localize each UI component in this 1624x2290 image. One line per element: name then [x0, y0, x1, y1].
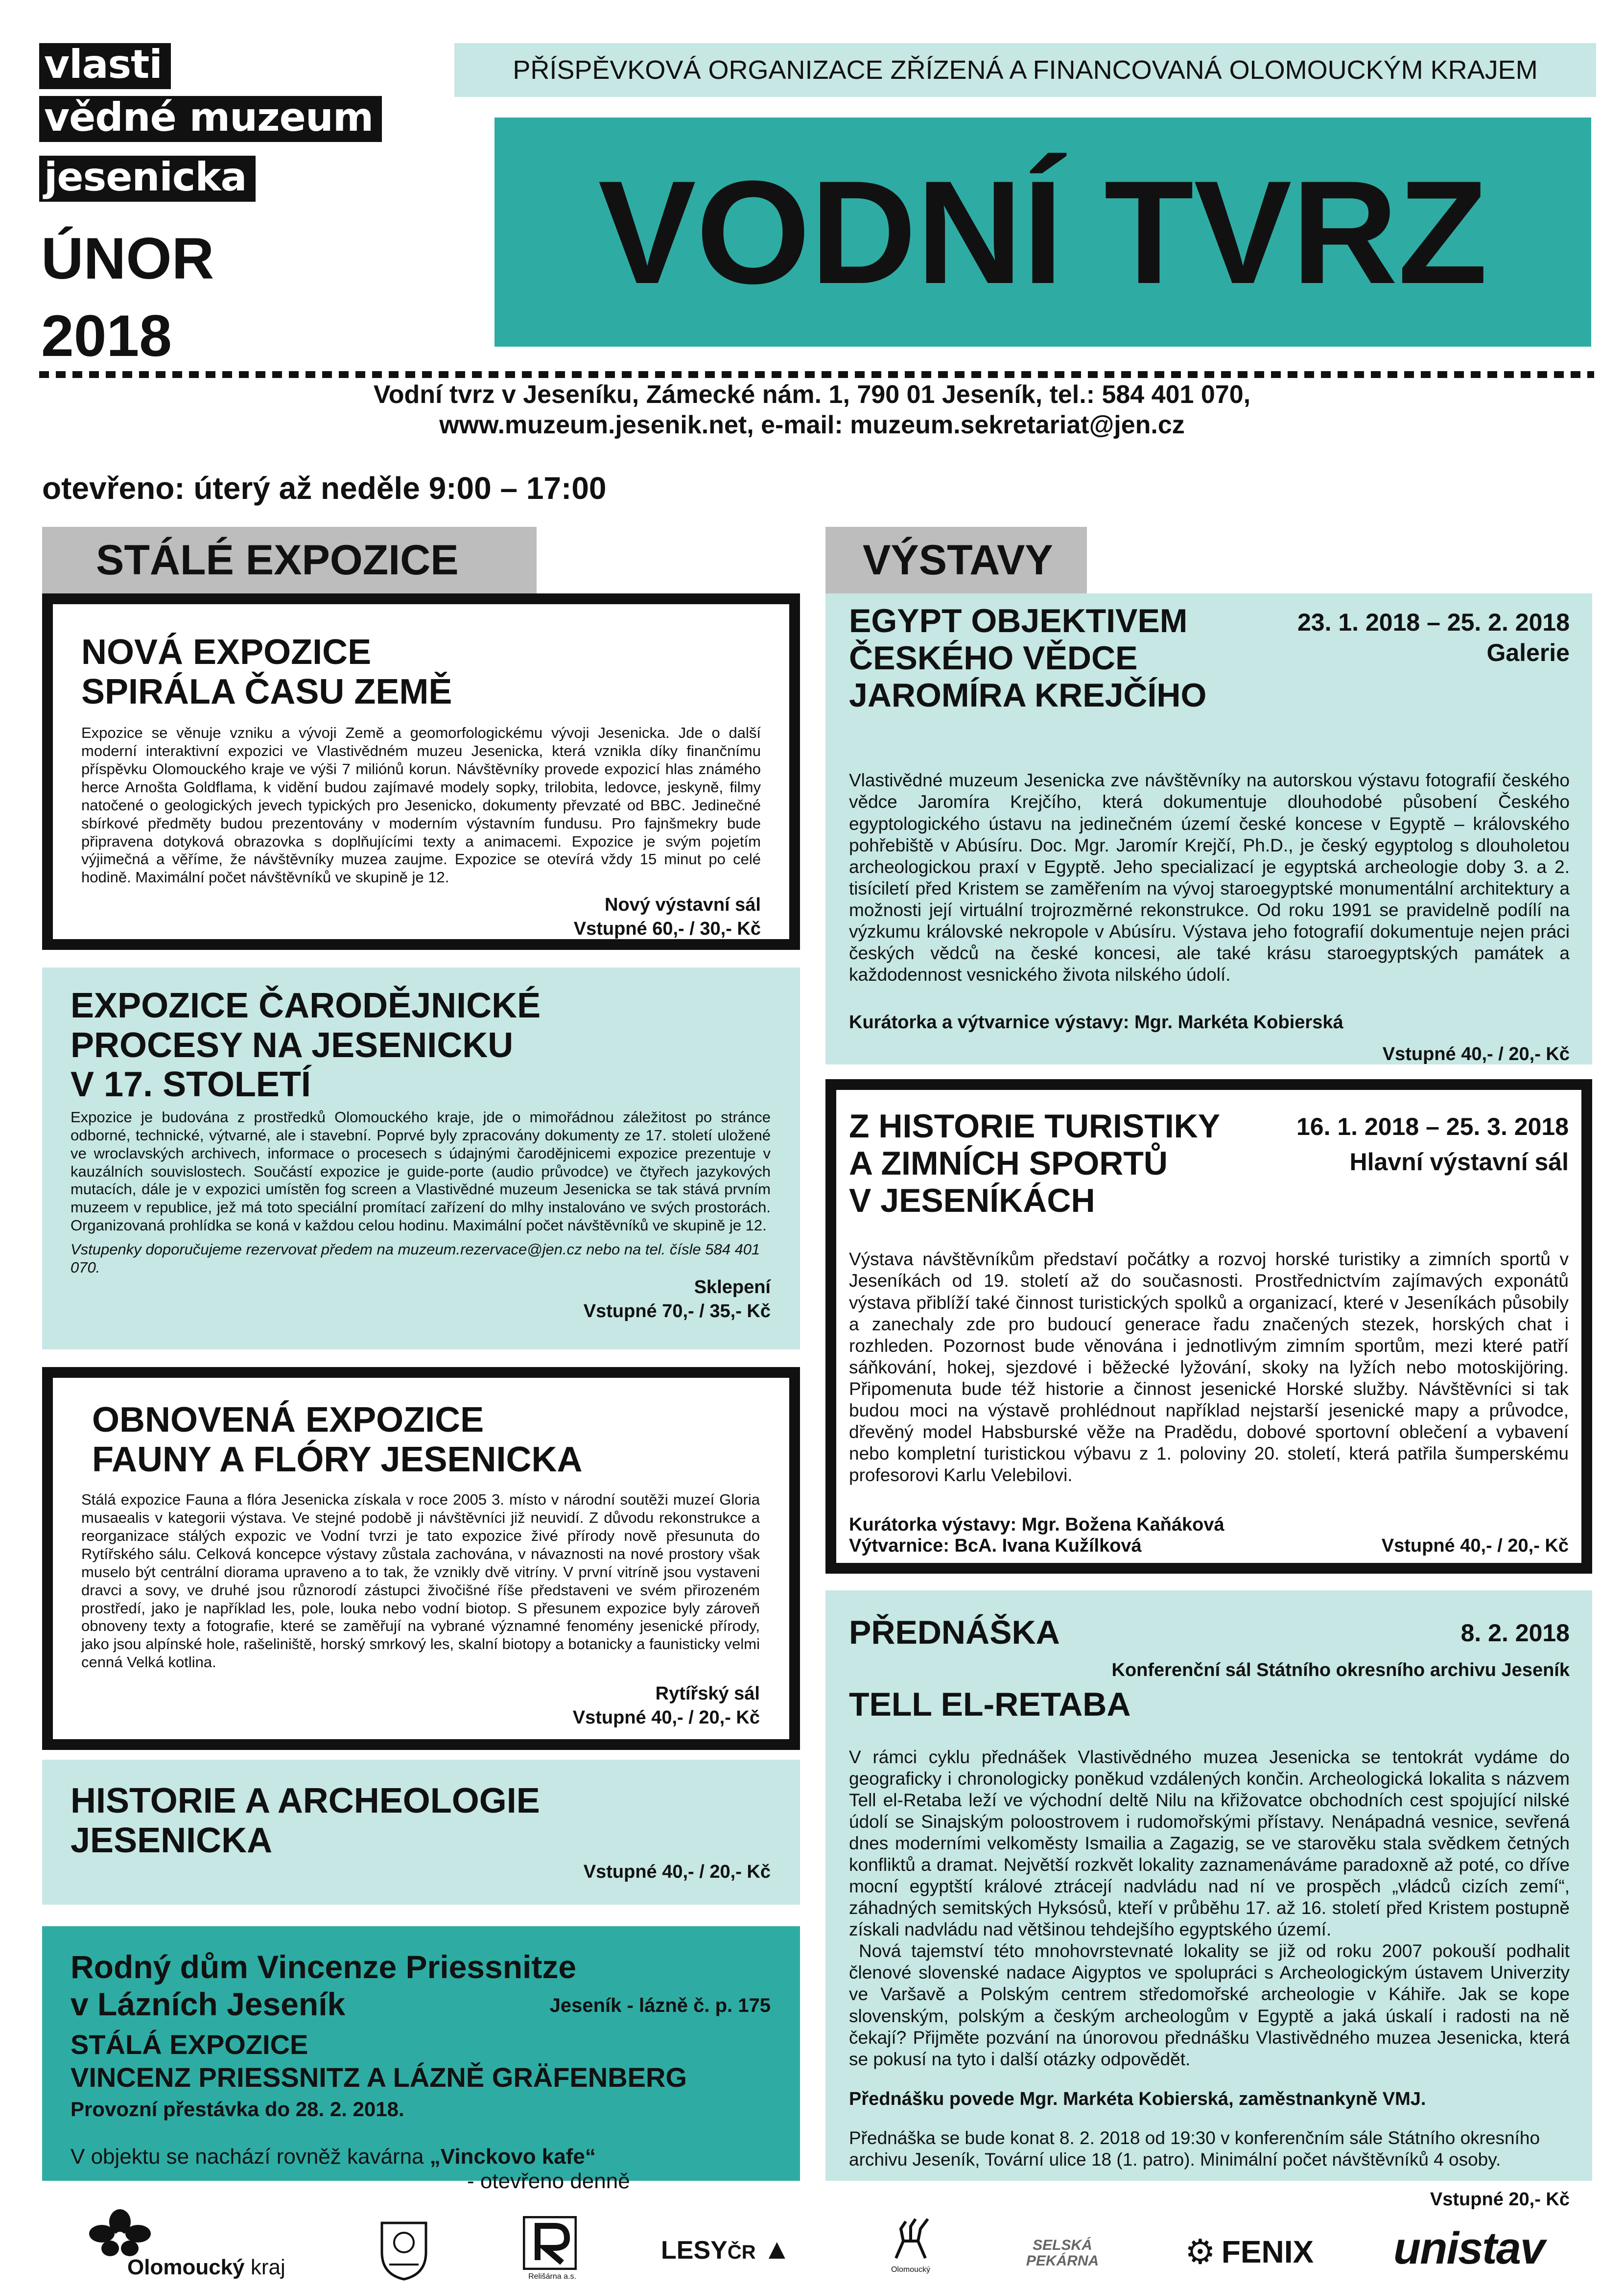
unistav-logo [1393, 2223, 1544, 2274]
tab-stale-expozice: STÁLÉ EXPOZICE [42, 527, 537, 593]
opening-hours: otevřeno: úterý až neděle 9:00 – 17:00 [42, 471, 607, 506]
priessnitz-cafe-suffix: - otevřeno denně [467, 2169, 630, 2194]
priessnitz-title-row [71, 1986, 771, 2023]
prednaska-info: Přednáška se bude konat 8. 2. 2018 od 19:30 v konferenčním sále Státního okresního archivu Jeseník, Tovární ulice 18 (1. patro). Minimální počet návštěvníků 4 osoby. [849, 2127, 1540, 2170]
fenix-text: FENIX [1221, 2234, 1314, 2269]
prednaska-speaker: Přednášku povede Mgr. Markéta Kobierská, zaměstnankyně VMJ. [849, 2088, 1426, 2109]
turistika-text: Výstava návštěvníkům představí počátky a rozvoj horské turistiky a zimních sportů v Jeseníkách od 19. století až do současnosti. Prostřednictvím zajímavých exponátů výstava přiblíží také činnost turistických spolků a organizací, které v Jeseníkách působily a zanechaly zde pro budoucí generace řadu značených stezek, horských chat i rozhleden. Pozornost bude věnována i jednotlivým zimním sportům, mezi které patří sáňkování, hokej, sjezdové i běžecké lyžování, skoky na lyžích nebo motoskijöring. Připomenuta bude též historie a činnost jesenické Horské služby. Návštěvníci si tak budou moci na výstavě prohlédnout například nejstarší jesenické mapy a průvodce, dřevěný model Habsburské věže na Pradědu, dobové sportovní oblečení a vybavení nebo kompletní turistickou výbavu z 1. poloviny 20. století, která patřila šumperskému profesorovi Karlu Velebilovi. [849, 1249, 1569, 1485]
turistika-price: Vstupné 40,- / 20,- Kč [1381, 1535, 1569, 1556]
turistika-section [825, 1079, 1592, 1574]
turistika-title-3: V JESENÍKÁCH [849, 1182, 1095, 1220]
turistika-artist: Výtvarnice: BcA. Ivana Kužílková [849, 1535, 1142, 1556]
olomoucky-small-text: Olomoucký [891, 2266, 931, 2274]
organisation-banner [454, 43, 1596, 97]
priessnitz-subtitle-1: STÁLÁ EXPOZICE [71, 2029, 308, 2060]
turistika-title-2: A ZIMNÍCH SPORTŮ [849, 1145, 1168, 1182]
main-title: VODNÍ TVRZ [598, 150, 1488, 314]
procesy-title-3: V 17. STOLETÍ [71, 1065, 311, 1105]
fauna-section [42, 1367, 800, 1750]
turistika-curator: Kurátorka výstavy: Mgr. Božena Kaňáková [849, 1514, 1224, 1535]
fauna-price: Vstupné 40,- / 20,- Kč [572, 1707, 760, 1728]
lesy-cr-logo [661, 2233, 791, 2266]
procesy-note: Vstupenky doporučujeme rezervovat předem na muzeum.rezervace@jen.cz nebo na tel. čísle 584 401 070. [71, 1241, 760, 1276]
olomoucky-kraj-logo [78, 2208, 299, 2282]
relizarna-text: Relišárna a.s. [528, 2272, 576, 2281]
priessnitz-section [42, 1926, 800, 2194]
egypt-date: 23. 1. 2018 – 25. 2. 2018 [1297, 609, 1570, 636]
spirala-section [42, 593, 800, 950]
turistika-header [849, 1108, 1569, 1219]
tab-vystavy: VÝSTAVY [825, 527, 1087, 593]
museum-logo-line-1: vlasti [39, 43, 171, 89]
egypt-header [849, 602, 1570, 714]
prednaska-price: Vstupné 20,- Kč [1430, 2189, 1570, 2210]
procesy-place: Sklepení [694, 1276, 771, 1298]
spirala-place: Nový výstavní sál [605, 895, 761, 916]
priessnitz-subtitle-2: VINCENZ PRIESSNITZ A LÁZNĚ GRÄFENBERG [71, 2061, 687, 2093]
priessnitz-cafe [71, 2145, 771, 2169]
relizarna-icon [523, 2216, 577, 2270]
historie-price: Vstupné 40,- / 20,- Kč [583, 1862, 771, 1882]
procesy-section [42, 968, 800, 1349]
organisation-banner-text: PŘÍSPĚVKOVÁ ORGANIZACE ZŘÍZENÁ A FINANCOVANÁ OLOMOUCKÝM KRAJEM [513, 55, 1538, 85]
town-coat-of-arms-logo [377, 2218, 431, 2284]
turistika-title-1: Z HISTORIE TURISTIKY [849, 1108, 1221, 1145]
turistika-date: 16. 1. 2018 – 25. 3. 2018 [1296, 1113, 1569, 1140]
prednaska-venue: Konferenční sál Státního okresního archivu Jeseník [1111, 1660, 1570, 1681]
historie-title-2: JESENICKA [71, 1820, 273, 1860]
address-line-1: Vodní tvrz v Jeseníku, Zámecké nám. 1, 790 01 Jeseník, tel.: 584 401 070, [373, 380, 1251, 409]
egypt-place: Galerie [1486, 639, 1570, 666]
egypt-section [825, 593, 1592, 1064]
prednaska-date: 8. 2. 2018 [1460, 1619, 1570, 1647]
priessnitz-title-2: v Lázních Jeseník [71, 1985, 346, 2022]
egypt-title-3: JAROMÍRA KREJČÍHO [849, 677, 1207, 714]
coat-of-arms-icon [377, 2218, 431, 2282]
procesy-text: Expozice je budována z prostředků Olomouckého kraje, jde o mimořádnou záležitost po stránce odborné, technické, výtvarné, ale i stavební. Poprvé byly zpracovány dokumenty ze 17. století uložené ve wroclavských archivech, informace o procesech s údajnými čarodějnicemi expozice prezentuje v kauzálních souvislostech. Součástí expozice je guide-porte (audio průvodce) ve čtyřech jazykových mutacích, dále je v expozici umístěn fog screen a Vlastivědné muzeum Jesenicka se tak stává prvním muzeem v republice, jež má toto speciální promítací zařízení do mlhy instalováno ve svých prostorách. Organizovaná prohlídka se koná v každou celou hodinu. Maximální počet návštěvníků ve skupině je 12. [71, 1108, 771, 1234]
address-line-2: www.muzeum.jesenik.net, e-mail: muzeum.sekretariat@jen.cz [439, 411, 1185, 439]
egypt-title-1: EGYPT OBJEKTIVEM [849, 602, 1188, 639]
fauna-text: Stálá expozice Fauna a flóra Jesenicka získala v roce 2005 3. místo v národní soutěži muzeí Gloria musaealis v kategorii výstava. Ve stejné podobě ji návštěvníci již neuvidí. Z důvodu rekonstrukce a reorganizace stálých expozic ve Vodní tvrzi je tato expozice živé přírody nově přesunuta do Rytířského sálu. Celková koncepce výstavy zůstala zachována, v návaznosti na nové prostory však muselo být centrální diorama upraveno a to tak, že vznikly dvě vitríny. V první vitríně jsou vystaveni dravci a sovy, ve druhé jsou různorodí zástupci živočišné říše představeni ve svém přirozeném prostředí, jako je například les, pole, louka nebo vodní biotop. S přesunem expozice byly zároveň obnoveny texty a fotografie, které se zaměřují na vybrané významné fenomény jesenické přírody, jako jsou alpínské hole, rašeliniště, horský smrkový les, skalní biotopy a botanicky a faunisticky velmi cenná Velká kotlina. [81, 1491, 760, 1671]
kraj-word: kraj [250, 2255, 285, 2279]
museum-logo-line-3: jesenicka [39, 156, 256, 202]
prednaska-title: TELL EL-RETABA [849, 1686, 1131, 1723]
olomoucky-kraj-text [127, 2255, 285, 2280]
spirala-price: Vstupné 60,- / 30,- Kč [573, 919, 761, 940]
selska-pekarna-logo [1018, 2238, 1106, 2268]
year-label: 2018 [41, 303, 172, 369]
olomoucky-kraj-flower-icon [83, 2208, 157, 2257]
fenix-logo [1185, 2234, 1314, 2270]
priessnitz-closure: Provozní přestávka do 28. 2. 2018. [71, 2098, 404, 2121]
prednaska-section [825, 1590, 1592, 2210]
historie-title-1: HISTORIE A ARCHEOLOGIE [71, 1781, 540, 1820]
lesy-cr-text: ČR [727, 2242, 756, 2263]
egypt-curator: Kurátorka a výtvarnice výstavy: Mgr. Markéta Kobierská [849, 1012, 1343, 1033]
procesy-title-1: EXPOZICE ČARODĚJNICKÉ [71, 986, 541, 1025]
turistika-footer [849, 1535, 1569, 1557]
historie-section [42, 1760, 800, 1905]
procesy-title-2: PROCESY NA JESENICKU [71, 1025, 514, 1065]
museum-logo-line-2: vědné muzeum [39, 96, 382, 142]
procesy-price: Vstupné 70,- / 35,- Kč [583, 1300, 771, 1322]
header-dashed-border [39, 371, 1594, 378]
deer-icon [886, 2214, 935, 2263]
lesy-text: LESY [661, 2236, 728, 2265]
olomoucky-small-logo [881, 2214, 940, 2274]
prednaska-text-2: Nová tajemství této mnohovrstevnaté lokality se již od roku 2007 pokouší podhalit členové slovenské nadace Aigyptos ve spolupráci s Archeologickým ústavem Univerzity ve Varšavě a Polským centrem středomořské archeologie v Káhiře. Jak se kope slovenským, polským a českým archeologům v Egyptě a jaká úskalí i radosti na ně čekají? Přijměte pozvání na únorovou přednášku Vlastivědného muzea Jesenicka, která se pokusí na tyto i další otázky odpovědět. [849, 1941, 1570, 2069]
priessnitz-address: Jeseník - lázně č. p. 175 [549, 1994, 771, 2016]
priessnitz-cafe-prefix: V objektu se nachází rovněž kavárna [71, 2145, 430, 2169]
spirala-title-1: NOVÁ EXPOZICE [81, 633, 372, 672]
main-title-block [494, 118, 1591, 347]
olomoucky-kraj-word: Olomoucký [127, 2255, 245, 2279]
selska-pekarna-text: SELSKÁ PEKÁRNA [1026, 2237, 1099, 2269]
prednaska-heading: PŘEDNÁŠKA [849, 1614, 1060, 1651]
egypt-title-2: ČESKÉHO VĚDCE [849, 639, 1138, 677]
priessnitz-title-1: Rodný dům Vincenze Priessnitze [71, 1949, 577, 1985]
prednaska-text: V rámci cyklu přednášek Vlastivědného muzea Jesenicka se tentokrát vydáme do geograficky i chronologicky poněkud vzdálených končin. Archeologická lokalita s názvem Tell el-Retaba leží ve východní deltě Nilu na křižovatce obchodních cest spojující nilské údolí se Sinajským poloostrovem i rudomořskými přístavy. Nenápadná vesnice, sevřená dnes moderními velkoměsty Ismailia a Zagazig, se ve starověku stala svědkem četných konfliktů a dramat. Největší rozkvět lokality zaznamenáváme paradoxně až poté, co dříve mocní egyptští králové ztrácejí nadvládu nad ní ve prospěch „vládců cizích zemí“, záhadných semitských Hyksósů, kteří v průběhu 17. až 16. století před Kristem postupně získali nadvládu nad většinou tehdejšího egyptského území. [849, 1747, 1570, 1940]
prednaska-header [849, 1614, 1570, 1651]
priessnitz-cafe-name: „Vinckovo kafe“ [429, 2145, 596, 2169]
turistika-place: Hlavní výstavní sál [1349, 1148, 1569, 1176]
egypt-price: Vstupné 40,- / 20,- Kč [1382, 1043, 1570, 1064]
spirala-title-2: SPIRÁLA ČASU ZEMĚ [81, 672, 452, 711]
lesy-tree-icon: ▲ [763, 2233, 791, 2265]
fauna-title-2: FAUNY A FLÓRY JESENICKA [92, 1440, 583, 1479]
month-label: ÚNOR [41, 226, 214, 291]
spirala-text: Expozice se věnuje vzniku a vývoji Země a geomorfologickému vývoji Jesenicka. Jde o další moderní interaktivní expozici ve Vlastivědném muzeu Jesenicka, která vznikla díky finančnímu příspěvku Olomouckého kraje ve výši 7 miliónů korun. Návštěvníky provede expozicí hlas známého herce Arnošta Goldflama, k vidění budou zajímavé modely sopky, trilobita, ledovce, jeskyně, filmy natočené o geologických jevech typických pro Jesenicko, dokumenty převzaté od BBC. Jedinečné sbírkové předměty budou prezentovány v moderním výstavním fundusu. Pro fajnšmekry bude připravena dotyková obrazovka s doplňujícími texty a animacemi. Expozice je svým pojetím výjimečná a věříme, že návštěvníky muzea zaujme. Expozice se otevírá vždy 15 minut po celé hodině. Maximální počet návštěvníků ve skupině je 12. [81, 724, 761, 886]
egypt-text: Vlastivědné muzeum Jesenicka zve návštěvníky na autorskou výstavu fotografií českého vědce Jaromíra Krejčího, která dokumentuje dlouhodobé působení Českého egyptologického ústavu na jedinečném území české koncese v Egyptě – královského pohřebiště v Abúsíru. Doc. Mgr. Jaromír Krejčí, Ph.D., je český egyptolog s dlouholetou archeologickou praxí v Egyptě. Jeho specializací je egyptská archeologie doby 3. a 2. tisíciletí před Kristem se zaměřením na vývoj staroegyptské monumentální architektury a možnosti její virtuální trojrozměrné rekonstrukce. Od roku 1991 se pravidelně podílí na výzkumu královské nekropole v Abúsíru. Výstava jeho fotografií dokumentuje nejen práci českých vědců na české koncesi, ale také krásu staroegyptských památek a každodennost vesnického života nilského údolí. [849, 770, 1570, 985]
fauna-title-1: OBNOVENÁ EXPOZICE [92, 1400, 484, 1440]
fauna-place: Rytířský sál [655, 1683, 760, 1704]
unistav-text: unistav [1393, 2223, 1545, 2273]
fenix-gear-icon: ⚙ [1185, 2233, 1216, 2271]
relizarna-logo [523, 2216, 582, 2285]
